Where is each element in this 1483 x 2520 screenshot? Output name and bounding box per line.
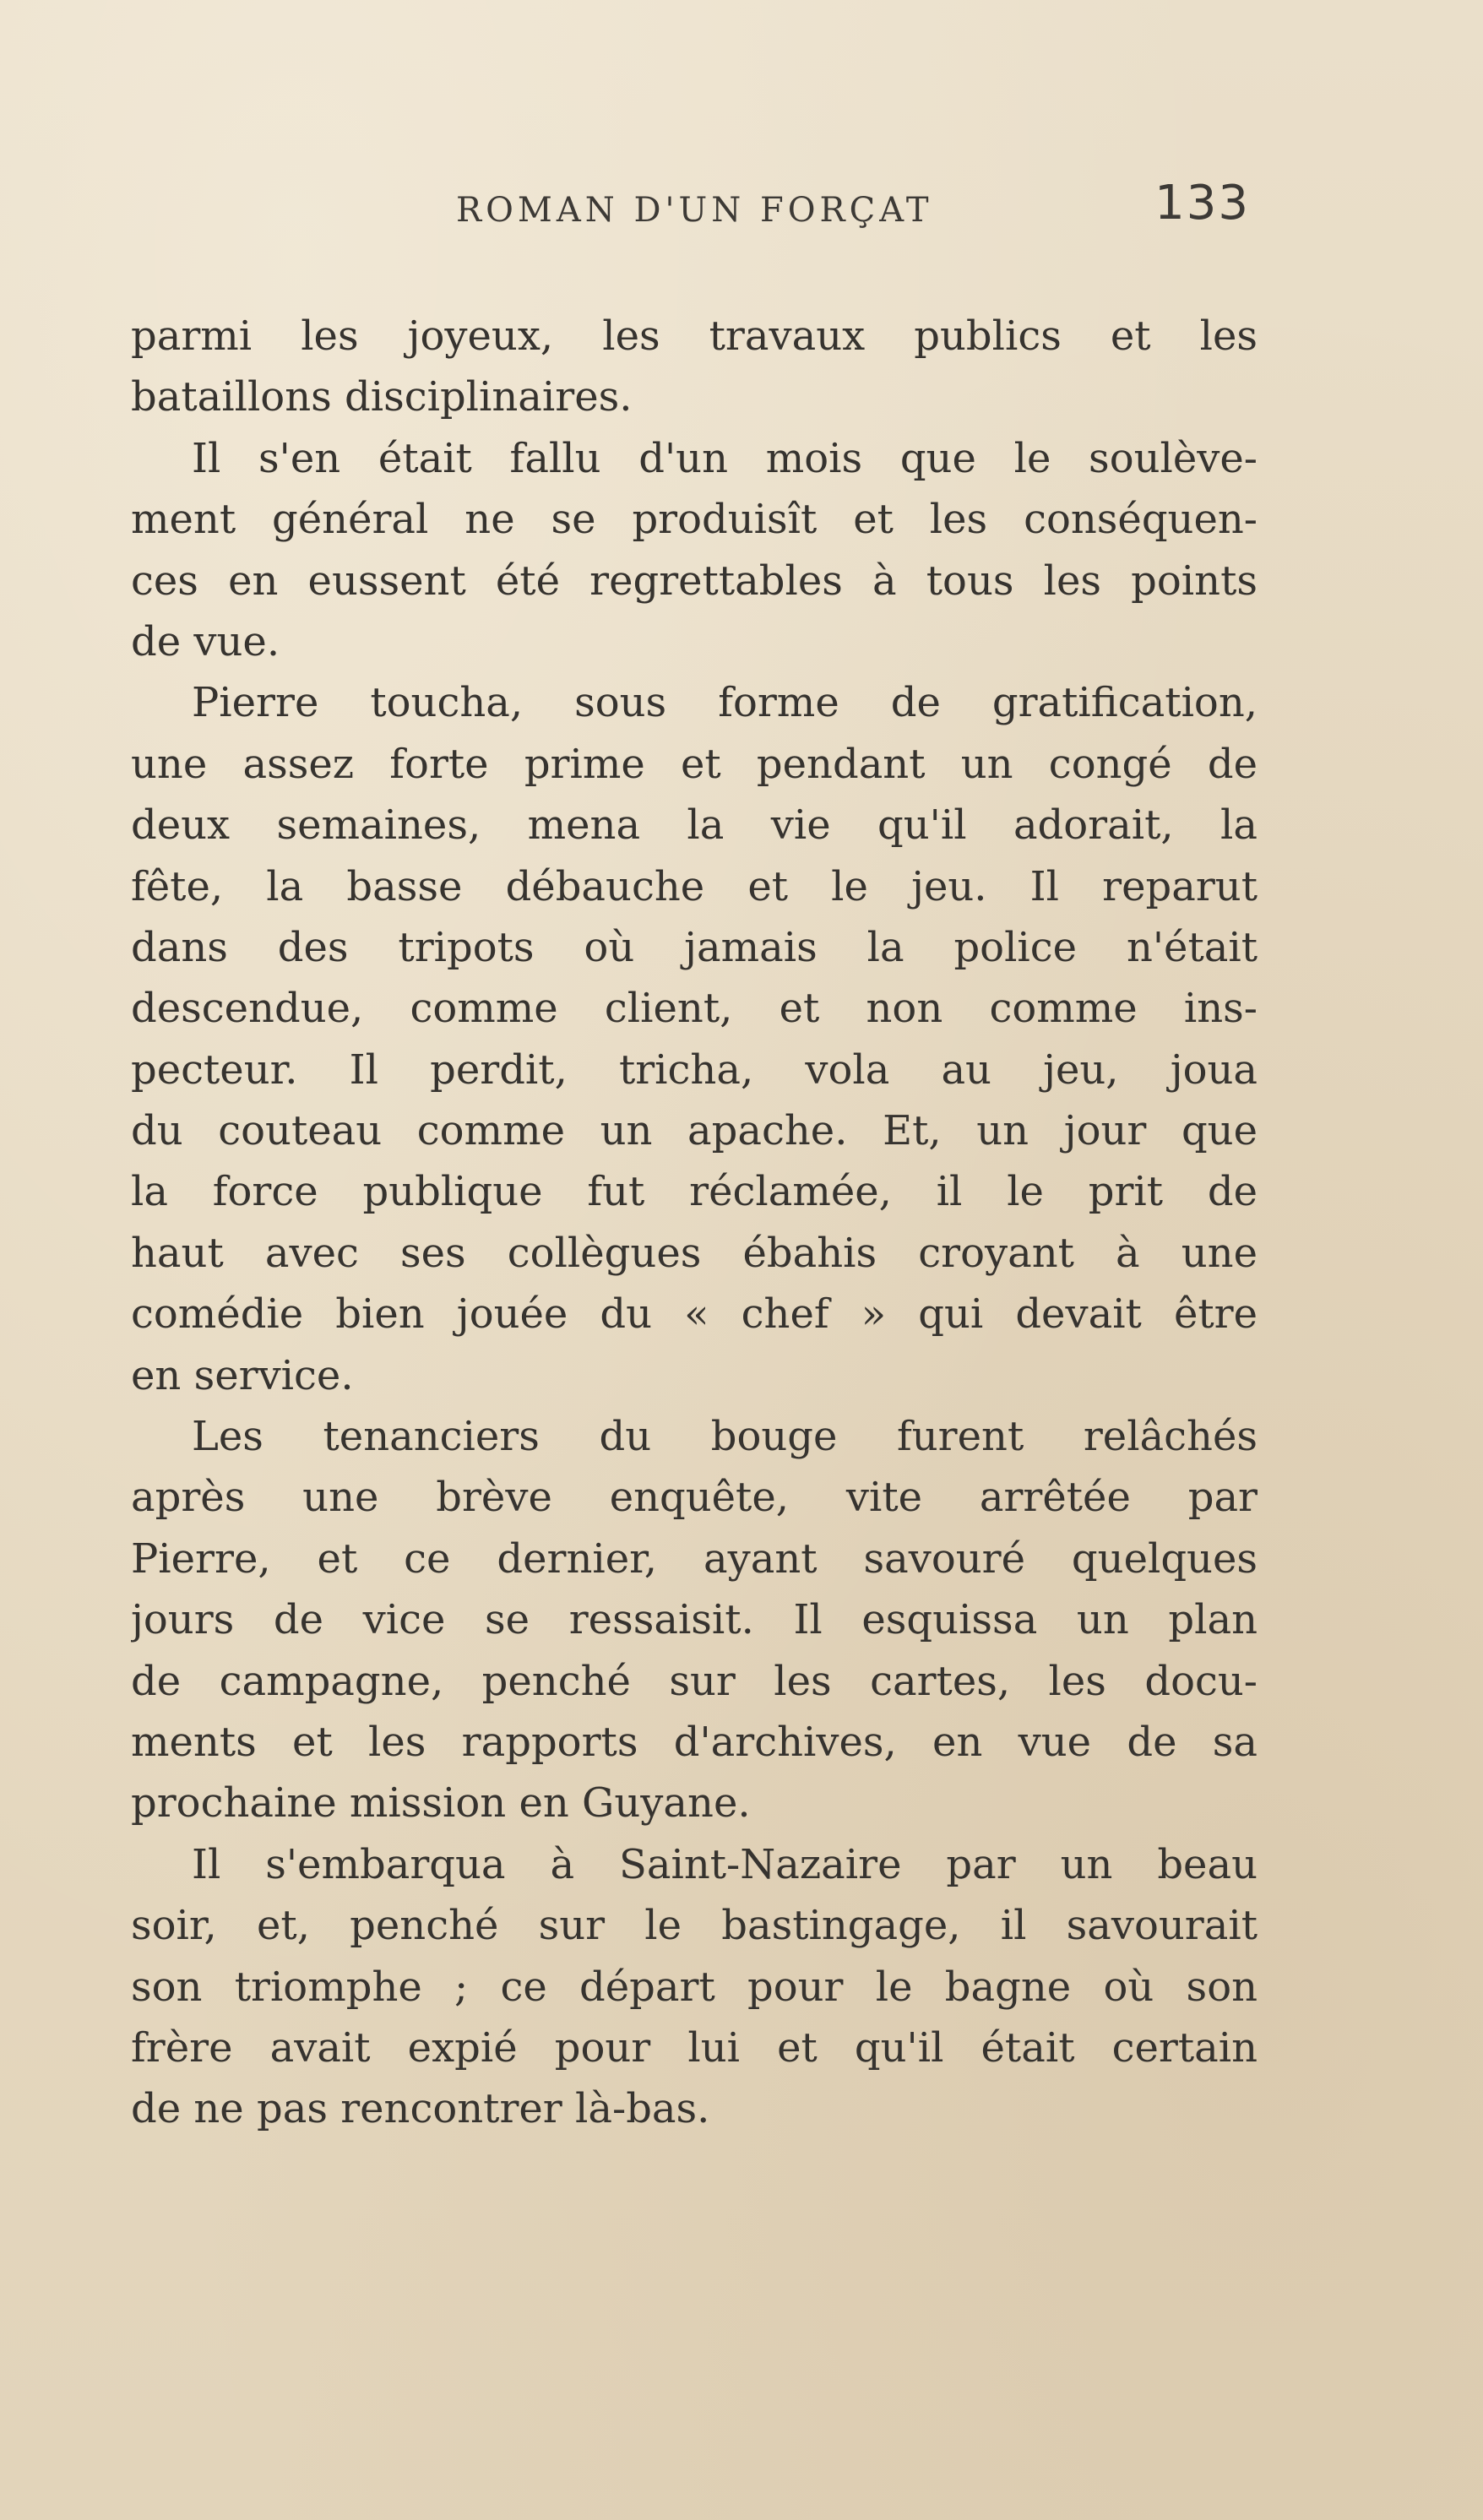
text-line: de campagne, penché sur les cartes, les docu- [131, 1657, 1258, 1705]
text-line: son triomphe ; ce départ pour le bagne où son [131, 1963, 1258, 2011]
text-line: Les tenanciers du bouge furent relâchés [192, 1413, 1258, 1461]
text-line: dans des tripots où jamais la police n'était [131, 923, 1258, 971]
text-line: jours de vice se ressaisit. Il esquissa un plan [131, 1596, 1258, 1644]
body-text [131, 306, 1258, 2140]
text-line: en service. [131, 1351, 354, 1399]
text-line: ment général ne se produisît et les conséquen- [131, 496, 1258, 544]
text-line: haut avec ses collègues ébahis croyant à une [131, 1229, 1258, 1277]
text-line: ments et les rapports d'archives, en vue de sa [131, 1718, 1258, 1766]
text-line: Pierre toucha, sous forme de gratification, [192, 679, 1258, 727]
text-line: la force publique fut réclamée, il le prit de [131, 1168, 1258, 1216]
text-line: du couteau comme un apache. Et, un jour que [131, 1107, 1258, 1155]
text-line: de ne pas rencontrer là-bas. [131, 2085, 710, 2133]
page-number: 133 [1154, 176, 1250, 231]
text-line: prochaine mission en Guyane. [131, 1779, 751, 1828]
text-line: ces en eussent été regrettables à tous les points [131, 557, 1258, 605]
running-title: ROMAN D'UN FORÇAT [456, 191, 933, 230]
running-head [0, 176, 1483, 243]
text-line: Il s'en était fallu d'un mois que le soulève- [192, 434, 1258, 482]
text-line: Il s'embarqua à Saint-Nazaire par un beau [192, 1840, 1258, 1888]
text-line: deux semaines, mena la vie qu'il adorait, la [131, 801, 1258, 850]
text-line: comédie bien jouée du « chef » qui devait être [131, 1290, 1258, 1339]
text-line: après une brève enquête, vite arrêtée par [131, 1474, 1258, 1522]
text-line: pecteur. Il perdit, tricha, vola au jeu, joua [131, 1045, 1258, 1094]
text-line: Pierre, et ce dernier, ayant savouré quelques [131, 1534, 1258, 1583]
text-line: parmi les joyeux, les travaux publics et les [131, 312, 1258, 360]
text-line: descendue, comme client, et non comme ins- [131, 985, 1258, 1033]
text-line: soir, et, penché sur le bastingage, il savourait [131, 1902, 1258, 1950]
text-line: une assez forte prime et pendant un congé de [131, 740, 1258, 788]
text-line: fête, la basse débauche et le jeu. Il reparut [131, 862, 1258, 910]
text-line: frère avait expié pour lui et qu'il était certain [131, 2023, 1258, 2072]
text-line: de vue. [131, 617, 280, 665]
text-line: bataillons disciplinaires. [131, 373, 633, 421]
